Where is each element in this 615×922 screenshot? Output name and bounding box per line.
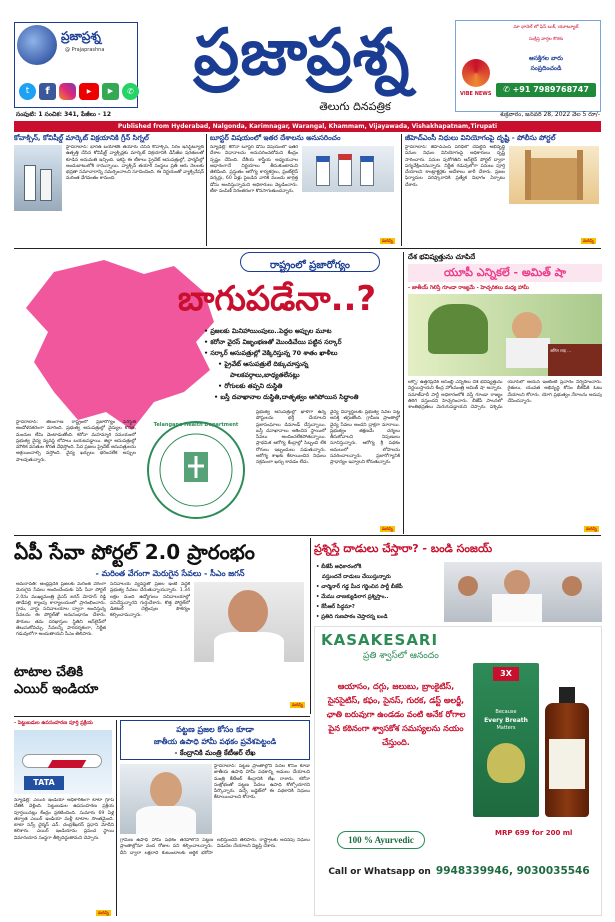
kasakesari-benefits: ఆయాసం, దగ్గు, జలుబు, బ్రాంకైటిస్, సైనసైటిస్, కఫం, సైనస్, గురక, డస్ట్ అలర్జీ, ఛాతి బరువుగా ఉండడం వంటి అనేక రోగాల పైన కఠినంగా శ్వాసకోశ సమస్యలను నయం చేస్తుంది. [326,681,466,747]
ad-line2: సంక్షిప్త వార్తల కొరకు [528,37,564,42]
air-india-plane-photo [14,730,112,794]
more-tag[interactable]: మరిన్ని [292,702,303,707]
health-headline: బాగుపడేనా..? [177,279,377,319]
ad-phone: +91 7989768747 [512,85,589,94]
health-bullet: • సర్కార్ ఆసుపత్రుల్లో వెక్కిరిస్తున్న 70 శాతం ఖాళీలు [204,349,338,357]
seal-text: Telangana Health Department [153,422,239,428]
product-badge: 3X [493,667,519,681]
more-tag[interactable]: మరిన్ని [586,526,597,531]
health-bullet: • ప్రైవేట్ ఆసుపత్రులే దిక్కుచూస్తున్న [218,360,309,368]
ad-line1: మా ఛానెల్ లో ఫేస్ బుక్, యూట్యూబ్ [513,25,579,30]
top-news-1-headline: కోవాక్సిన్, కోవిషీల్డ్ మార్కెట్ విక్రయానికి గ్రీన్ సిగ్నల్ [14,134,149,142]
top-news-1-body: హైదరాబాద్: భారత్ బయోటెక్ తయారు చేసిన కోవాక్సిన్, సీరం ఇన్‌స్టిట్యూట్ ఉత్పత్తి చేసిన కోవిషీల్డ్ వ్యాక్సిన్లకు మార్కెట్ విక్రయానికి డీసీజీఐ షరతులతో కూడిన అనుమతి ఇచ్చింది. ఇకపై ఈ టీకాలు ప్రైవేట్ ఆసుపత్రుల్లో, ఫార్మసీల్లో అందుబాటులోకి రానున్నాయి. వ్యాక్సిన్ తయారీ సంస్థలు ప్రతి ఆరు నెలలకు భద్రతా సమాచారాన్ని సమర్పించాలని సూచించింది. ఈ నిర్ణయంతో వ్యాక్సినేషన్ మరింత వేగవంతం కానుంది. [66,145,204,182]
amit-shah-body: లక్నో: ఉత్తరప్రదేశ్ అసెంబ్లీ ఎన్నికలు దేశ భవిష్యత్తును నిర్ణయిస్తాయని కేంద్ర హోంమంత్రి అమిత్ షా అన్నారు. సమాజ్‌వాదీ పార్టీ అధికారంలోకి వస్తే గూండా రాజ్యం తిరిగి వస్తుందని హెచ్చరించారు. బీజేపీ పాలనలో శాంతిభద్రతలు మెరుగుపడ్డాయని చెప్పారు. పశ్చిమ యూపీలో ఆయన ఇంటింటి ప్రచారం నిర్వహించారు. రైతులు, యువత అభివృద్ధి కోసం బీజేపీకి ఓటు వేయాలని కోరారు. యోగి ప్రభుత్వం నేరాలను అదుపు చేసిందన్నారు. [408,380,602,411]
health-body-mid: ప్రభుత్వ ఆసుపత్రుల్లో ఖాళీగా ఉన్న పోస్టులను భర్తీ చేయాలని ప్రజాసంఘాలు డిమాండ్ చేస్తున్నాయి. బస్తీ దవాఖానాలు ఆశించిన స్థాయిలో సేవలు అందించలేకపోతున్నాయి. ప్రాథమిక ఆరోగ్య కేంద్రాల్లో సిబ్బంది లేక రోగులు ఇబ్బందులు పడుతున్నారు. ఆరోగ్య శాఖకు కేటాయించిన నిధులు సక్రమంగా ఖర్చు కావడం లేదు. [256,410,326,466]
more-tag[interactable]: మరిన్ని [382,238,393,243]
health-bullet: • కరోనా వైరస్ విజృంభణతో మొండిచేయి పట్టిన సర్కార్ [204,338,342,346]
ad-phone-box[interactable] [496,83,596,97]
ktr-title-box [120,720,310,760]
vibe-news-ad [455,20,601,112]
published-from-bar [14,121,601,132]
ktr-title-line1: పట్టణ ప్రజల కోసం కూడా [176,725,254,734]
social-handle: @ Prajaprashna [65,47,105,53]
jagan-photo [194,582,304,662]
top-news-2-headline: బూస్టర్ విషయంలో ఇతర దేశాలను అనుసరించం [210,134,341,142]
health-body-left: హైదరాబాద్: తెలంగాణ రాష్ట్రంలో ప్రజారోగ్యం పరిస్థితి ఆందోళనకరంగా మారింది. ప్రభుత్వ ఆసుపత్రుల్లో వైద్యుల కొరత, మందుల లేమి వెంటాడుతోంది. కరోనా మహమ్మారి సమయంలో ప్రభుత్వ వైద్య వ్యవస్థ లోపాలు బయటపడ్డాయి. జిల్లా ఆసుపత్రుల్లో మౌలిక వసతుల కొరత వేధిస్తోంది. పేద ప్రజలు ప్రైవేట్ ఆసుపత్రులను ఆశ్రయించాల్సి వస్తోంది. వైద్య ఖర్చులు భరించలేక అప్పుల పాలవుతున్నారు. [16,420,136,463]
top-news-2-body: న్యూఢిల్లీ: కరోనా బూస్టర్ డోసు విషయంలో ఇతర దేశాల విధానాలను అనుసరించబోమని కేంద్రం స్పష్టం చేసింది. దేశీయ శాస్త్రీయ అధ్యయనాల ఆధారంగానే నిర్ణయాలు తీసుకుంటామని తెలిపింది. ప్రస్తుతం ఆరోగ్య కార్యకర్తలు, ఫ్రంట్‌లైన్ వర్కర్లు, 60 ఏళ్లు పైబడిన వారికి ముందు జాగ్రత్త డోసు అందిస్తున్నామని అధికారులు వెల్లడించారు. టీకా పంపిణీ నిరంతరంగా కొనసాగుతుందన్నారు. [210,145,298,195]
top-news-3-body: హైదరాబాద్: జీహెచ్‌ఎంసీ పరిధిలో చేపట్టిన అభివృద్ధి పనుల నిధుల వినియోగంపై అధికారులు దృష్టి సారించారు. పనుల పురోగతిని ఆన్‌లైన్ పోర్టల్ ద్వారా పర్యవేక్షించనున్నారు. నిర్ణీత గడువులోగా పనులు పూర్తి చేయాలని కాంట్రాక్టర్లకు ఆదేశాలు జారీ చేశారు. ప్రజల ఫిర్యాదుల పరిష్కారానికి ప్రత్యేక విభాగం ఏర్పాటు చేశారు. [405,145,505,188]
vibe-logo-icon [462,59,490,87]
kasakesari-tagline: ప్రతి శ్వాస్‌లో ఆనందం [363,651,439,661]
vaccine-photo [14,145,62,211]
top-news-3-headline: జీహెచ్‌ఎంసీ నిధులు వినియోగంపై దృష్టి - పోలీసు పోర్టల్ [405,134,556,142]
youtube-icon[interactable]: ▶ [79,83,99,100]
ktr-title-line2: జాతీయ ఉపాధి హామీ పథకం ప్రవేశపెట్టండి [153,737,277,746]
box-text2: Every Breath [484,717,528,724]
whatsapp-icon[interactable]: ✆ [122,83,139,100]
air-india-headline: టాటాల చేతికి ఎయిర్ ఇండియా [14,665,99,697]
box-text3: Matters [496,725,516,731]
ayurvedic-badge: 100 % Ayurvedic [337,831,425,849]
ad-line4: సంప్రదించండి [530,65,562,72]
social-icons [19,83,139,100]
air-india-sub: - పెట్టుబడుల ఉపసంహరణ పూర్తి ప్రక్రియ [14,720,93,726]
health-kicker: రాష్ట్రంలో ప్రజారోగ్యం [270,260,350,271]
amit-shah-photo [408,294,602,376]
health-seal [140,418,252,522]
kasakesari-contact[interactable] [315,859,603,915]
ad-line3: ఆసక్తిగల వారు [529,55,563,62]
health-bullets [204,326,404,403]
health-bullet: • ప్రజలకు మినిహాయింపులు..పెద్దల అప్పుల మూట [204,327,332,335]
ap-portal-body2: సచివాలయ వ్యవస్థతో ప్రజల ఇంటి వద్దకే ప్రభుత్వ సేవలు చేరుతున్నాయన్నారు. 1.34 లక్షల మంది ఉద్యోగులు సచివాలయాల్లో పనిచేస్తున్నారని గుర్తుచేశారు. కొత్త పోర్టల్‌లో డిజిటల్ చెల్లింపుల సౌకర్యం కల్పించామన్నారు. [110,582,190,619]
instagram-icon[interactable] [59,83,76,100]
top-news-1 [14,134,204,246]
masthead-subtitle: తెలుగు దినపత్రిక [319,100,391,113]
issue-line: సంపుటి: 1 సంచిక: 341, పేజీలు - 12 [16,111,111,118]
health-bullet: • రోగులకు తప్పని దుస్థితి [218,382,283,390]
more-tag[interactable]: మరిన్ని [382,526,393,531]
box-text1: Because [495,709,517,715]
health-department-seal-icon [140,418,252,522]
amit-shah-sub: - జాతీయ్ గెలిస్తే గూండా రాజ్యమే - హెచ్చరికలు మధ్య హామీ [408,285,529,291]
more-tag[interactable]: మరిన్ని [98,910,109,915]
top-news-2 [210,134,398,246]
health-body-right: వైద్య విద్యార్థులకు ప్రభుత్వ సేవల పట్ల ఆసక్తి తగ్గుతోంది. గ్రామీణ ప్రాంతాల్లో వైద్య సేవలు అందని ద్రాక్షగా మారాయి. ప్రభుత్వం తక్షణమే చర్యలు తీసుకోవాలని నిపుణులు సూచిస్తున్నారు. ఆరోగ్య శ్రీ పథకం అమలులో లోపాలను సవరించాలన్నారు. ప్రజారోగ్యానికి ప్రాధాన్యం ఇవ్వాలని కోరుతున్నారు. [330,410,400,466]
ap-portal-body: అమరావతి: ఆంధ్రప్రదేశ్ ప్రజలకు మరింత వేగంగా మెరుగైన సేవలు అందించేందుకు ఏపీ సేవా పోర్టల్ 2.0ను ముఖ్యమంత్రి వైఎస్ జగన్ మోహన్ రెడ్డి తాడేపల్లి క్యాంపు కార్యాలయంలో ప్రారంభించారు. గ్రామ, వార్డు సచివాలయాల ద్వారా అందిస్తున్న సేవలను ఈ పోర్టల్‌తో అనుసంధానం చేశారు. పౌరులు తమ దరఖాస్తుల స్థితిని ఆన్‌లైన్‌లో తెలుసుకోవచ్చు. సేవలన్నీ పారదర్శకంగా, నిర్ణీత గడువులోగా అందుతాయని సీఎం తెలిపారు. [16,582,106,638]
bandi-headline: ప్రశ్నిస్తే దాడులు చేస్తారా? - బండి సంజయ్ [314,542,493,555]
bandi-bullet: • ప్రతిది గుణపాఠం చెప్తారన్న బండి [316,614,388,620]
ktr-body: హైదరాబాద్: పట్టణ ప్రాంతాల్లోని పేదల కోసం కూడా జాతీయ ఉపాధి హామీ పథకాన్ని అమలు చేయాలని మంత్రి కేటీఆర్ కేంద్రానికి లేఖ రాశారు. కరోనా సంక్షోభంతో పట్టణ పేదలు ఉపాధి కోల్పోయారని పేర్కొన్నారు. వచ్చే బడ్జెట్‌లో ఈ పథకానికి నిధులు కేటాయించాలని కోరారు. [214,764,310,801]
ad-brand: VIBE NEWS [460,91,492,97]
health-kicker-box [240,252,380,272]
ap-portal-sub: - మరింత వేగంగా మెరుగైన సేవలు - సీఎం జగన్ [95,569,245,578]
ktr-photo [120,764,212,834]
bandi-bullet: • మేము చాణక్యుడిలాగ ప్రశ్నిస్తాం.. [316,594,389,600]
ktr-body2: గ్రామీణ ఉపాధి హామీ పథకం తరహాలోనే పట్టణ ప్రాంతాల్లోనూ వంద రోజుల పని కల్పించాలన్నారు. దీని ద్వారా లక్షలాది కుటుంబాలకు ఆర్థిక భరోసా లభిస్తుందని తెలిపారు. రాష్ట్రాలకు అదనపు నిధులు విడుదల చేయాలని విజ్ఞప్తి చేశారు. [120,838,310,856]
contact-label: Call or Whatsapp on [328,867,431,877]
charminar-photo [509,146,599,204]
product-bottle [541,687,593,817]
photo-banner-text: अमित शाह ... [550,348,572,353]
bandi-bullets [316,562,441,622]
kasakesari-ad[interactable] [314,626,602,916]
bandi-bullet: • చార్మినార్ గడ్డ మీద గర్జించిన పార్టీ బీజేపీ [316,584,403,590]
small-masthead-title: ప్రజాప్రశ్న [61,29,101,43]
more-tag[interactable]: మరిన్ని [583,238,594,243]
bandi-photo [444,562,602,622]
health-bullet: • బస్తీ దవాఖానాల దుస్థితి,దాతృత్వం ఆగిపోయిన సిద్ధాంతి [214,393,359,401]
amit-shah-headline: యూపీ ఎన్నికలే - అమిత్ షా [443,266,567,279]
amit-shah-kicker: దేశ భవిష్యత్తును చూపిదే [408,253,476,261]
contact-numbers: 9948339946, 9030035546 [435,865,590,877]
published-from: Published from Hyderabad, Nalgonda, Karimnagar, Warangal, Khammam, Vijayawada, Vishakhapatnam,Tirupati [117,123,498,130]
product-box [473,663,539,817]
kasakesari-mrp: MRP 699 for 200 ml [495,829,573,837]
ktr-sub: - కేంద్రానికి మంత్రి కేటీఆర్ లేఖ [174,749,256,757]
bandi-bullet: • బీజేపీ అధికారంలోకి [316,564,362,570]
date-line: శుక్రవారం, జనవరి 28, 2022 వెల 5 రూ/- [499,111,600,118]
health-bullet: పాలకవర్గాలు,బాధ్యతలేనట్లు [230,371,300,379]
bandi-bullet: వస్తుందనే దాడులు చేయిస్తున్నారు [322,574,391,580]
booster-vials-photo [302,146,394,192]
masthead-title: ప్రజాప్రశ్న [193,16,411,90]
play-icon[interactable]: ▶ [102,83,119,100]
phone-icon: ✆ [503,85,513,94]
ap-portal-headline: ఏపీ సేవా పోర్టల్ 2.0 ప్రారంభం [14,540,255,564]
globe-icon [17,25,57,65]
amit-shah-headline-bar [408,264,602,282]
facebook-icon[interactable]: f [39,83,56,100]
air-india-body: న్యూఢిల్లీ: ఎయిర్ ఇండియా అధికారికంగా టాటా గ్రూప్ చేతికి వెళ్లింది. పెట్టుబడుల ఉపసంహరణ ప్రక్రియ పూర్తయినట్లు కేంద్రం ప్రకటించింది. సుమారు 69 ఏళ్ల తర్వాత ఎయిర్ ఇండియా మళ్లీ టాటాల సొంతమైంది. టాటా సన్స్ ఛైర్మన్ ఎన్. చంద్రశేఖరన్ ప్రధాని మోదీని కలిశారు. ఎయిర్ ఇండియాను ప్రపంచ స్థాయి విమానయాన సంస్థగా తీర్చిదిద్దుతామని చెప్పారు. [14,798,114,841]
bandi-bullet: • కేసీఆర్ సిద్ధమా? [316,604,355,610]
twitter-icon[interactable]: t [19,83,36,100]
small-logo-box [14,22,138,108]
kasakesari-brand: KASAKESARI [321,631,439,649]
top-news-3 [405,134,601,246]
air-india-brand: TATA [24,776,64,790]
leaf-icon [487,743,525,783]
